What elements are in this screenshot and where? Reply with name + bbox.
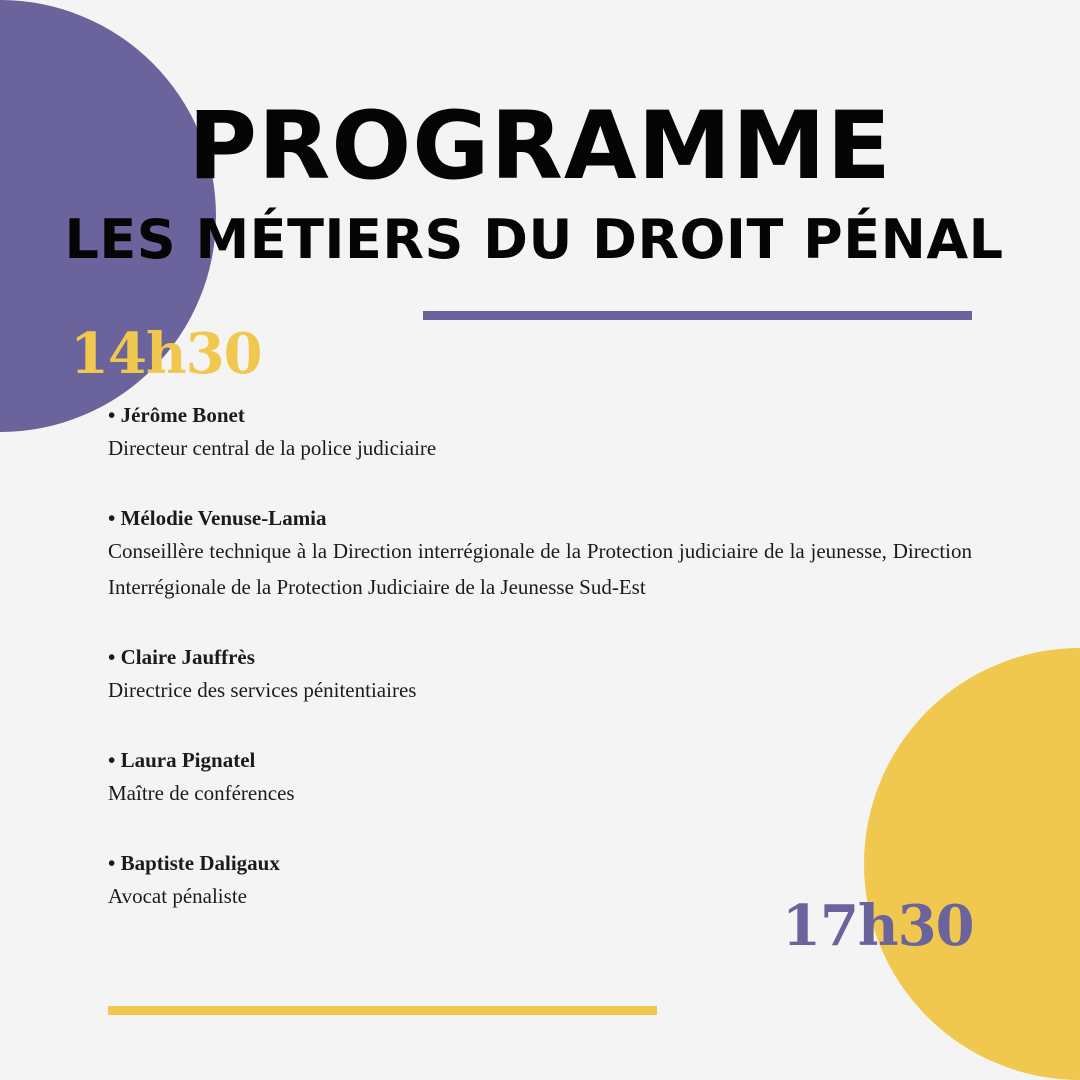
speaker-name: • Jérôme Bonet — [108, 403, 245, 427]
speaker-role: Directrice des services pénitentiaires — [108, 678, 417, 702]
speaker-role: Directeur central de la police judiciaire — [108, 436, 437, 460]
speaker-name: • Baptiste Daligaux — [108, 851, 280, 875]
speaker-name: • Laura Pignatel — [108, 748, 256, 772]
speaker-role: Conseillère technique à la Direction interrégionale de la Protection judiciaire de la jeunesse, Direction Interrégionale de la Protection Judiciaire de la Jeunesse Sud-Est — [108, 539, 972, 599]
speaker-name: • Mélodie Venuse-Lamia — [108, 506, 327, 530]
speaker-role: Maître de conférences — [108, 781, 295, 805]
list-item — [108, 400, 972, 466]
page-subtitle: LES MÉTIERS DU DROIT PÉNAL — [64, 208, 1004, 271]
list-item — [108, 503, 972, 605]
speaker-name: • Claire Jauffrès — [108, 645, 255, 669]
end-time: 17h30 — [782, 893, 974, 959]
speaker-role: Avocat pénaliste — [108, 884, 247, 908]
yellow-divider — [108, 1006, 657, 1015]
list-item — [108, 745, 972, 811]
page-title: PROGRAMME — [188, 92, 892, 201]
speaker-list — [108, 400, 972, 951]
start-time: 14h30 — [70, 321, 262, 387]
list-item — [108, 642, 972, 708]
purple-divider — [423, 311, 972, 320]
